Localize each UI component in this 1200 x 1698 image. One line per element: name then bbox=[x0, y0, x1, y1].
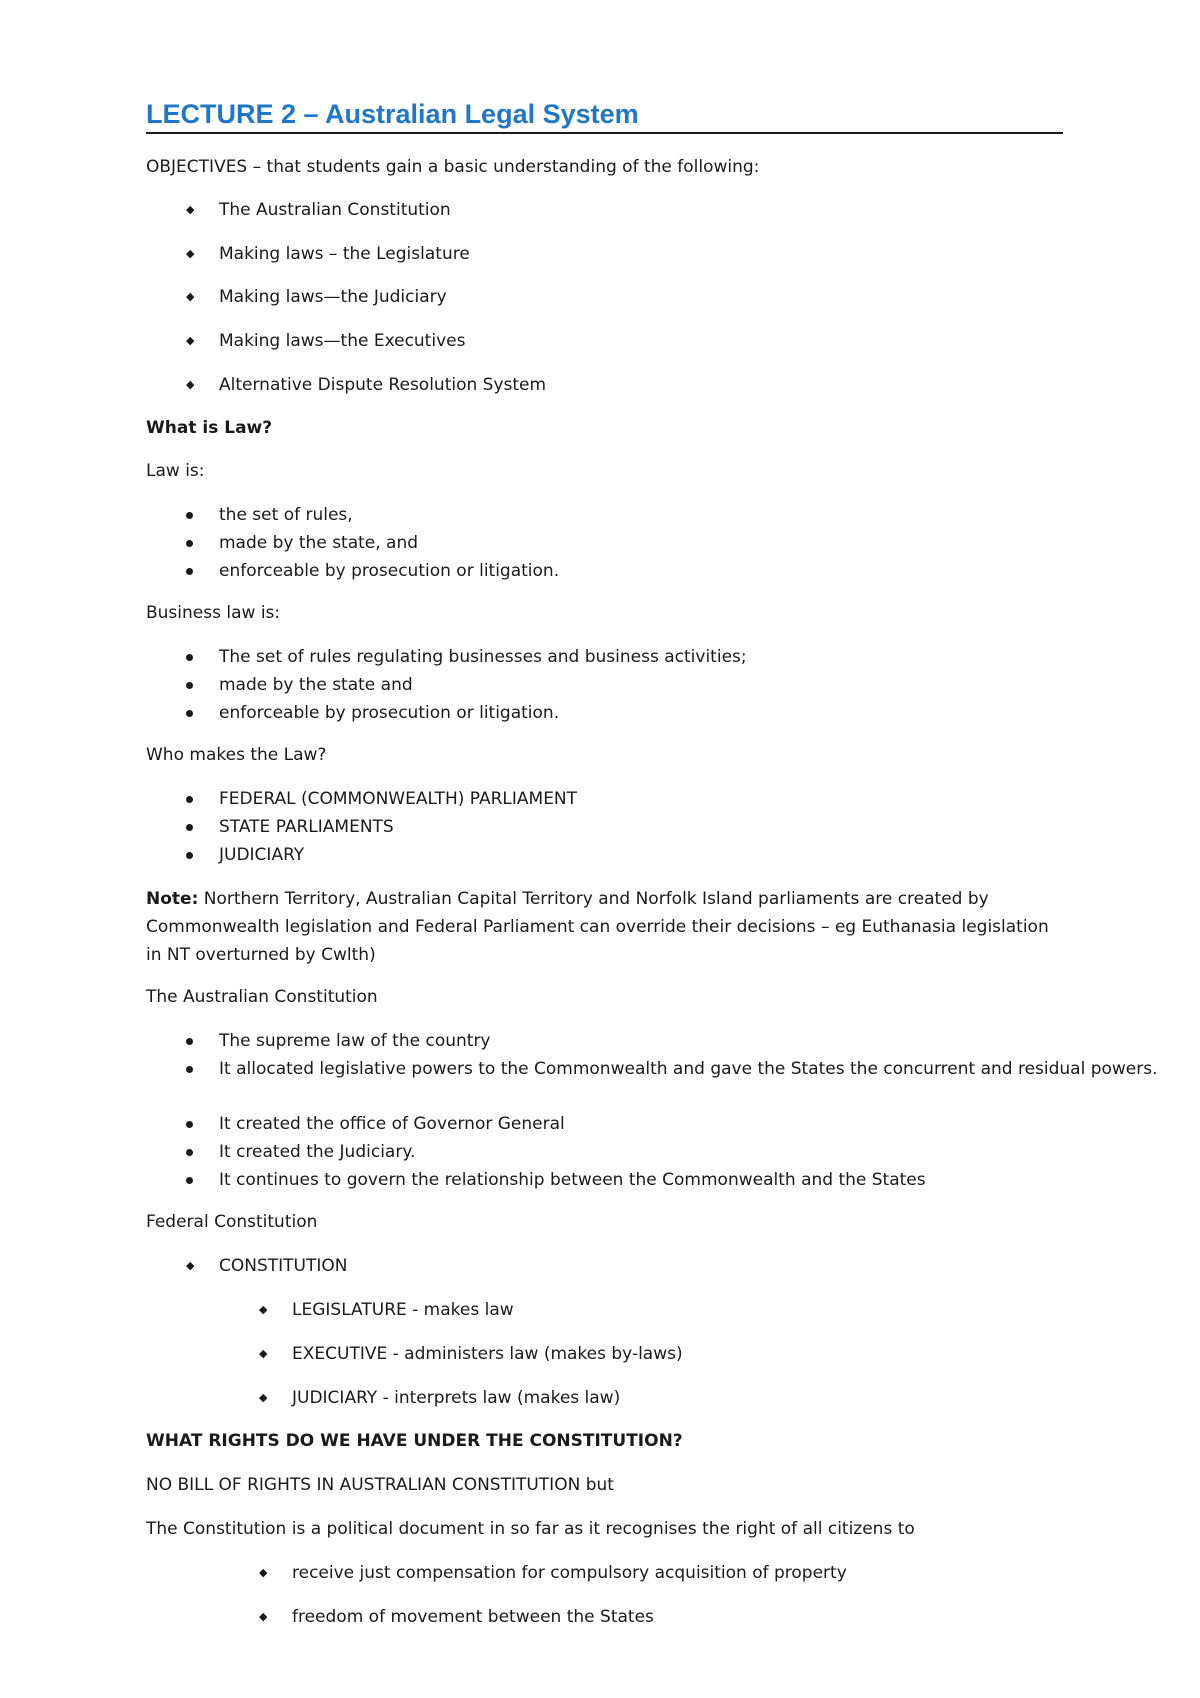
page-title: LECTURE 2 – Australian Legal System bbox=[146, 96, 1063, 134]
diamond-bullet-icon: ◆ bbox=[259, 1347, 268, 1360]
bullet-icon bbox=[186, 654, 193, 661]
note-paragraph bbox=[146, 885, 1064, 969]
no-bill-of-rights: NO BILL OF RIGHTS IN AUSTRALIAN CONSTITUTION but bbox=[146, 1475, 614, 1495]
bullet-icon bbox=[186, 852, 193, 859]
diamond-bullet-icon: ◆ bbox=[259, 1303, 268, 1316]
diamond-bullet-icon: ◆ bbox=[259, 1566, 268, 1579]
bullet-icon bbox=[186, 824, 193, 831]
diamond-bullet-icon: ◆ bbox=[186, 290, 195, 303]
bullet-icon bbox=[186, 682, 193, 689]
bullet-icon bbox=[186, 1177, 193, 1184]
bullet-icon bbox=[186, 1121, 193, 1128]
bullet-icon bbox=[186, 568, 193, 575]
diamond-bullet-icon: ◆ bbox=[186, 247, 195, 260]
bullet-icon bbox=[186, 1038, 193, 1045]
note-text: Northern Territory, Australian Capital Territory and Norfolk Island parliaments are created by Commonwealth legislation and Federal Parliament can override their decisions – eg Euthanasia legislation in NT overturned by Cwlth) bbox=[146, 889, 1049, 965]
bullet-icon bbox=[186, 710, 193, 717]
bullet-icon bbox=[186, 1149, 193, 1156]
diamond-bullet-icon: ◆ bbox=[259, 1391, 268, 1404]
bullet-icon bbox=[186, 1066, 193, 1073]
note-label: Note: bbox=[146, 889, 199, 909]
section-heading-rights: WHAT RIGHTS DO WE HAVE UNDER THE CONSTITUTION? bbox=[146, 1431, 683, 1451]
constitution-intro: The Australian Constitution bbox=[146, 987, 378, 1007]
bullet-icon bbox=[186, 540, 193, 547]
section-heading-what-is-law: What is Law? bbox=[146, 418, 273, 438]
document-page: LECTURE 2 – Australian Legal System OBJECTIVES – that students gain a basic understanding of the following: ◆ The Australian Constitution ◆ Making laws – the Legislature ◆ Making laws—the Judiciary ◆ Making laws—the Executives ◆ Alternative Dispute Resolution System What is Law? Law is: the set of rules, made by the state, and enforceable by prosecution or litigation. Business law is: The set of rules regulating businesses and business activities; made by the state and enforceable by prosecution or litigation. Who makes the Law? FEDERAL (COMMONWEALTH) PARLIAMENT STATE PARLIAMENTS JUDICIARY Note: Northern Territory, Australian Capital Territory and Norfolk Island parliaments are created by Commonwealth legislation and Federal Parliament can override their decisions – eg Euthanasia legislation in NT overturned by Cwlth) The Australian Constitution The supreme law of the country It allocated legislative powers to the Commonwealth and gave the States the concurrent and residual powers. It created the office of Governor General It created the Judiciary. It continues to govern the relationship between the Commonwealth and the States Federal Constitution ◆ CONSTITUTION ◆ LEGISLATURE - makes law ◆ EXECUTIVE - administers law (makes by-laws) ◆ JUDICIARY - interprets law (makes law) WHAT RIGHTS DO WE HAVE UNDER THE CONSTITUTION? NO BILL OF RIGHTS IN AUSTRALIAN CONSTITUTION but The Constitution is a political document in so far as it recognises the right of all citizens to ◆ receive just compensation for compulsory acquisition of property ◆ freedom of movement between the States bbox=[0, 0, 1200, 1698]
political-document: The Constitution is a political document in so far as it recognises the right of all citizens to bbox=[146, 1519, 915, 1539]
diamond-bullet-icon: ◆ bbox=[186, 378, 195, 391]
who-makes-intro: Who makes the Law? bbox=[146, 745, 327, 765]
bullet-icon bbox=[186, 796, 193, 803]
business-law-intro: Business law is: bbox=[146, 603, 281, 623]
diamond-bullet-icon: ◆ bbox=[186, 203, 195, 216]
diamond-bullet-icon: ◆ bbox=[186, 334, 195, 347]
federal-intro: Federal Constitution bbox=[146, 1212, 318, 1232]
diamond-bullet-icon: ◆ bbox=[259, 1610, 268, 1623]
bullet-icon bbox=[186, 512, 193, 519]
diamond-bullet-icon: ◆ bbox=[186, 1259, 195, 1272]
law-is-intro: Law is: bbox=[146, 461, 205, 481]
objectives-intro: OBJECTIVES – that students gain a basic understanding of the following: bbox=[146, 157, 760, 177]
